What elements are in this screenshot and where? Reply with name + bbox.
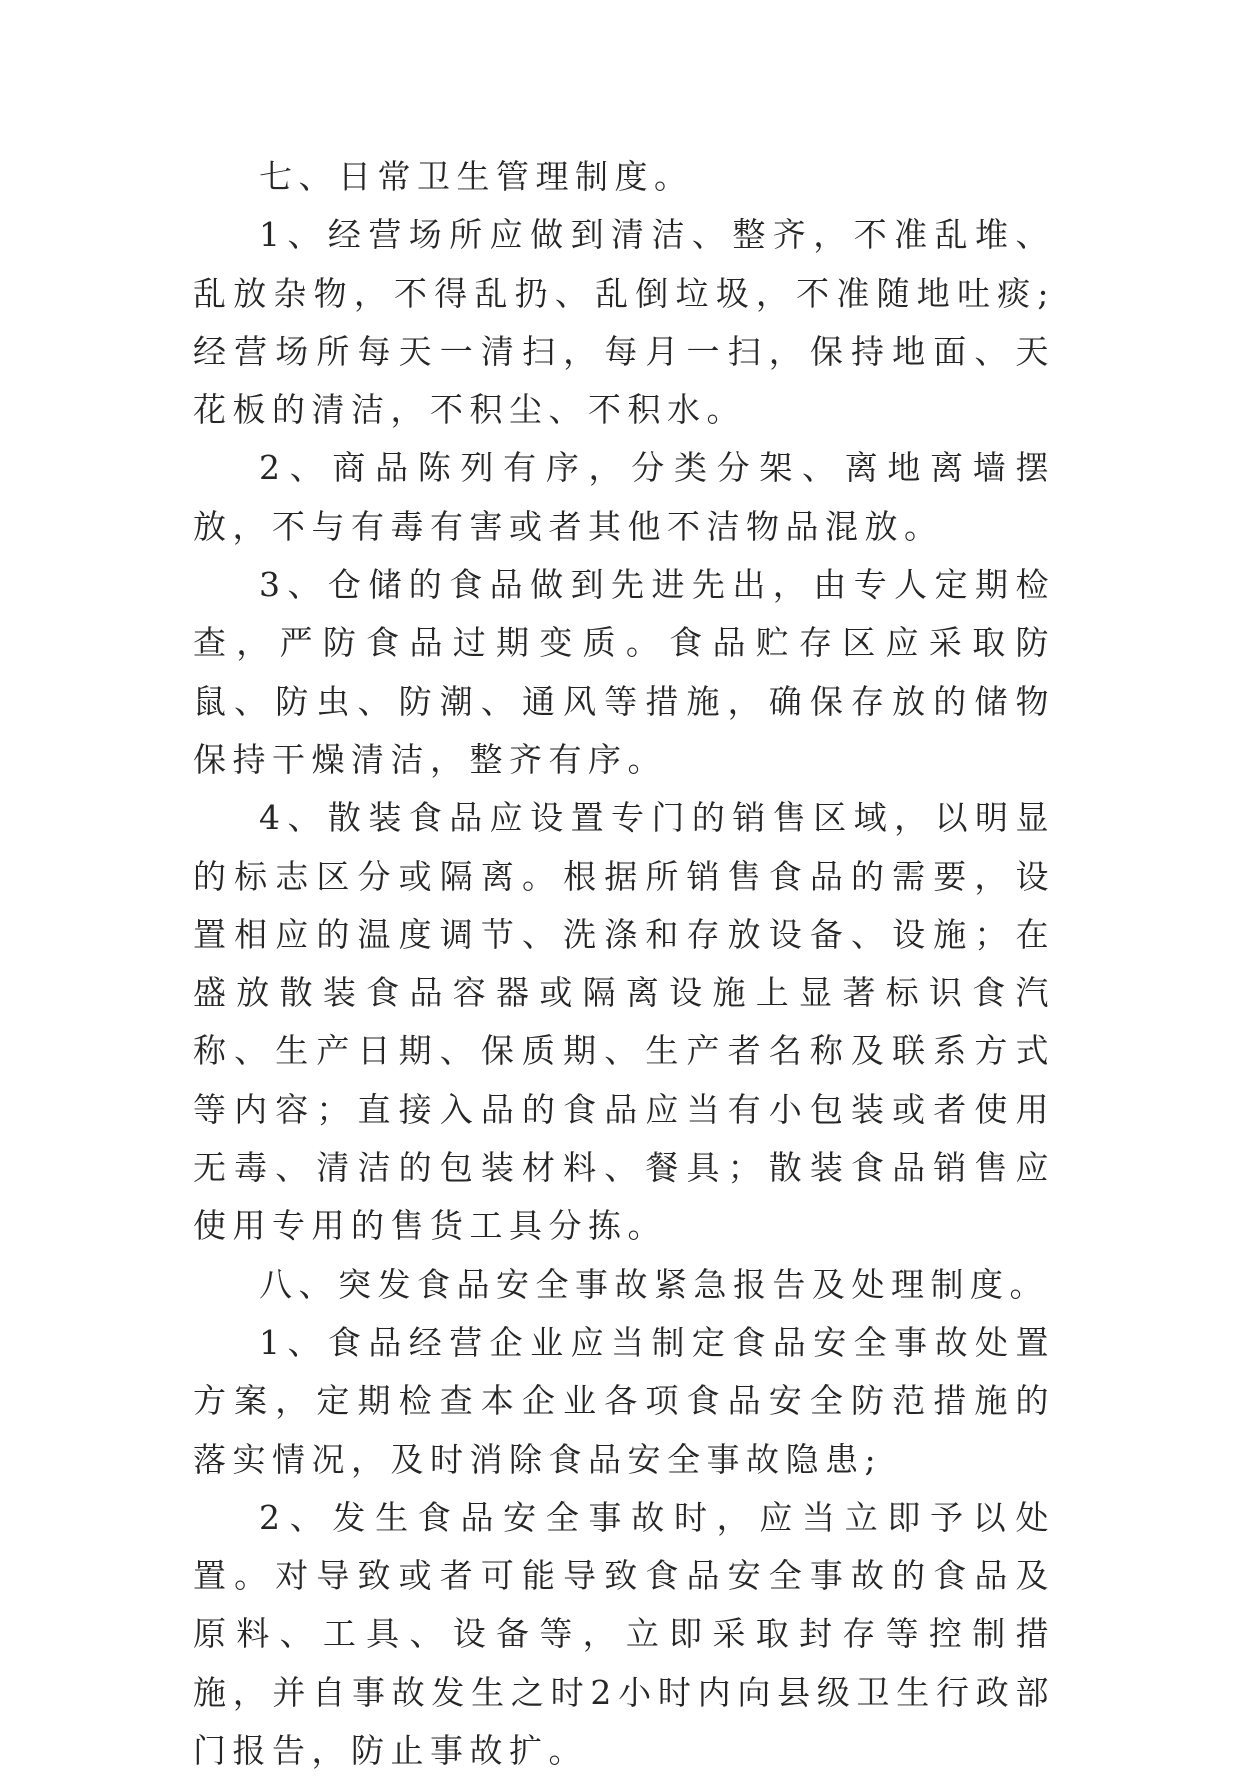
paragraph: 3、仓储的食品做到先进先出，由专人定期检查，严防食品过期变质。食品贮存区应采取防鼠、防虫、防潮、通风等措施，确保存放的储物保持干燥清洁，整齐有序。 (193, 565, 1055, 779)
paragraph: 4、散装食品应设置专门的销售区域，以明显的标志区分或隔离。根据所销售食品的需要，设置相应的温度调节、洗涤和存放设备、设施；在盛放散装食品容器或隔离设施上显著标识食汽称、生产日期、保质期、生产者名称及联系方式等内容；直接入品的食品应当有小包装或者使用无毒、清洁的包装材料、餐具；散装食品销售应使用专用的售货工具分拣。 (193, 798, 1055, 1246)
document-page (193, 148, 1055, 1780)
section-heading-emergency-report: 八、突发食品安全事故紧急报告及处理制度。 (259, 1264, 1049, 1304)
section-heading-daily-hygiene: 七、日常卫生管理制度。 (259, 157, 694, 196)
paragraph: 1、食品经营企业应当制定食品安全事故处置方案，定期检查本企业各项食品安全防范措施的落实情况，及时消除食品安全事故隐患; (193, 1322, 1055, 1479)
paragraph: 1、经营场所应做到清洁、整齐，不准乱堆、乱放杂物，不得乱扔、乱倒垃圾，不准随地吐痰;经营场所每天一清扫，每月一扫，保持地面、天花板的清洁，不积尘、不积水。 (193, 215, 1055, 430)
paragraph: 2、发生食品安全事故时，应当立即予以处置。对导致或者可能导致食品安全事故的食品及原料、工具、设备等，立即采取封存等控制措施，并自事故发生之时2小时内向县级卫生行政部门报告，防止事故扩。 (193, 1497, 1055, 1771)
paragraph: 2、商品陈列有序，分类分架、离地离墙摆放，不与有毒有害或者其他不洁物品混放。 (193, 448, 1055, 546)
